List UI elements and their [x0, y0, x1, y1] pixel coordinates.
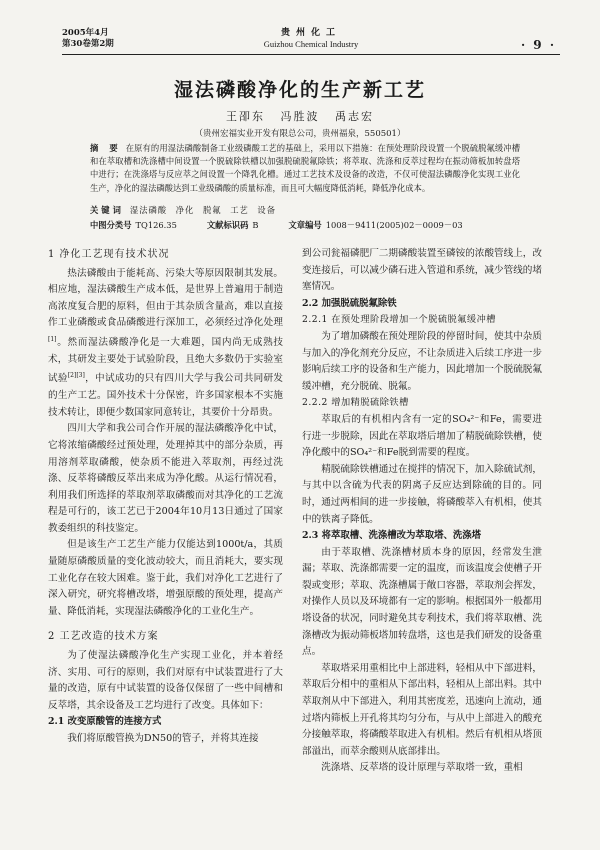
paragraph: 到公司瓮福磷肥厂二期磷酸装置至磷铵的浓酸管线上，改变连接后，可以减少磷石进入管道和系统，减少管线的堵塞情况。 [302, 248, 542, 293]
doc-code-label: 文献标识码 [206, 220, 249, 230]
paragraph: 但是该生产工艺生产能力仅能达到1000t/a，其质量随原磷酸质量的变化波动较大，而且消耗大，要实现工业化存在较大困难。鉴于此，我们对净化工艺进行了深入研究，研究将槽改塔，增强原酸的预处理，提高产量、降低消耗，实现湿法磷酸净化的工业化生产。 [48, 539, 283, 617]
citation: [1] [48, 335, 57, 343]
paragraph [48, 266, 283, 422]
issue-date: 2005年4月 [62, 28, 109, 38]
paragraph: 我们将原酸管换为DN50的管子，并将其连接 [67, 733, 259, 744]
paragraph: 洗涤塔、反萃塔的设计原理与萃取塔一致，重相 [321, 762, 523, 774]
article-affiliation: （贵州宏福实业开发有限总公司，贵州福泉，550501） [194, 129, 406, 139]
header-rule [62, 54, 560, 55]
left-column [48, 246, 283, 748]
citation: [2][3] [67, 372, 85, 380]
article-no-value: 1008－9411(2005)02－0009－03 [325, 220, 463, 230]
paragraph: 为了使湿法磷酸净化生产实现工业化，并本着经济、实用、可行的原则，我们对原有中试装置进行了大量的改造，原有中试装置的设备仅保留了一些中间槽和反萃塔，其余设备及工艺均进行了改变。具体如下： [48, 650, 283, 711]
classification-line [90, 219, 560, 231]
paragraph: 萃取后的有机相内含有一定的SO₄²⁻和Fe，需要进行进一步脱除，因此在萃取塔后增加了精脱硫除铁槽，使净化酸中的SO₄²⁻和Fe脱到需要的程度。 [302, 413, 542, 459]
paragraph: 萃取塔采用重相比中上部进料，轻相从中下部进料，萃取后分相中的重相从下部出料，轻相从上部出料。其中萃取剂从中下部进入，利用其密度差，迅速向上流动，通过塔内筛板上开孔将其均匀分布，与从中上部进入的酸充分接触萃取，将磷酸萃取进入有机相。然后有机相从塔顶部溢出，而萃余酸则从底部排出。 [302, 662, 542, 757]
paragraph: 为了增加磷酸在预处理阶段的停留时间，使其中杂质与加入的净化剂充分反应，不让杂质进入后续工序进一步影响后续工序的设备和生产能力，因此增加一个脱硫脱氟缓冲槽，充分脱硫、脱氟。 [302, 330, 542, 392]
section-2-2-2-heading: 2.2.2 增加精脱硫除铁槽 [302, 397, 409, 409]
article-no-label: 文章编号 [288, 220, 322, 230]
journal-name-cn: 贵州化工 [280, 28, 341, 38]
doc-code-value: B [252, 220, 259, 230]
journal-name-en: Guizhou Chemical Industry [263, 39, 359, 49]
paragraph-text: 热法磷酸由于能耗高、污染大等原因限制其发展。相应地，湿法磷酸生产成本低，是世界上普遍用于制造高浓度复合肥的原料，但由于其杂质含量高，难以直接作工业磷酸或食品磷酸进行深加工，必须经过净化处理 [48, 267, 283, 329]
journal-name [62, 28, 560, 50]
section-1-heading: 1 净化工艺现有技术状况 [48, 249, 170, 260]
paragraph: 四川大学和我公司合作开展的湿法磷酸净化中试，它将浓缩磷酸经过预处理，处理掉其中的部分杂质，再用溶剂萃取磷酸，使杂质不能进入萃取剂，再经过洗涤、反萃将磷酸反萃出来成为净化酸。从运行情况看，利用我们所选择的萃取剂萃取磷酸而对其净化的工艺流程是可行的，该工艺已于2004年10月13日通过了国家教委组织的科技鉴定。 [48, 423, 283, 534]
right-column [302, 246, 542, 777]
article-authors: 王卲东 冯胜波 禹志宏 [226, 110, 374, 123]
keywords-label: 关键词 [90, 205, 124, 215]
section-2-3-heading: 2.3 将萃取槽、洗涤槽改为萃取塔、洗涤塔 [302, 530, 481, 542]
section-2-2-heading: 2.2 加强脱硫脱氟除铁 [302, 297, 397, 309]
page-number: · 9 · [520, 38, 556, 52]
section-2-2-1-heading: 2.2.1 在预处理阶段增加一个脱硫脱氟缓冲槽 [302, 314, 496, 326]
keywords-text: 湿法磷酸 净化 脱氟 工艺 设备 [129, 205, 277, 215]
abstract-text: 在原有的用湿法磷酸制备工业级磷酸工艺的基础上，采用以下措施：在预处理阶段设置一个脱硫脱氟缓冲槽和在萃取槽和洗涤槽中间设置一个脱硫除铁槽以加强脱硫脱氟除铁；将萃取、洗涤和反萃过程均在振动筛板加转盘塔中进行；在洗涤塔与反应萃之间设置一个降乳化槽。通过工艺技术及设备的改造，不仅可使湿法磷酸净化实现工业化生产，净化的湿法磷酸达到工业级磷酸的质量标准，而且可大幅度降低消耗，降低净化成本。 [90, 143, 520, 193]
clc-label: 中图分类号 [90, 220, 132, 230]
abstract [90, 142, 520, 195]
paragraph-text: ，中试成功的只有四川大学与我公司共同研发的生产工艺。国外技术十分保密，许多国家根本不实施技术转让，即便少数国家同意转让，其要价十分昂贵。 [48, 373, 284, 418]
section-2-1-heading: 2.1 改变原酸管的连接方式 [48, 716, 162, 728]
paragraph-text: 。然而湿法磷酸净化是一大难题，国内尚无成熟技术，其研发主要处于试验阶段，且绝大多数仍于实验室试验 [48, 337, 283, 385]
paragraph: 精脱硫除铁槽通过在搅拌的情况下，加入除硫试剂，与其中以含硫为代表的阴离子反应达到除硫的目的。同时，通过两相间的进一步接触，将磷酸萃入有机相，使其中的铁离子降低。 [302, 463, 542, 525]
article-title: 湿法磷酸净化的生产新工艺 [173, 79, 426, 101]
running-header [62, 28, 560, 58]
abstract-label: 摘 要 [90, 143, 122, 153]
paragraph: 由于萃取槽、洗涤槽材质本身的原因，经常发生泄漏；萃取、洗涤都需要一定的温度，而该温度会使槽子开裂或变形；萃取、洗涤槽属于敞口容器，萃取剂会挥发，对操作人员以及环境都有一定的影响。根据国外一般都用塔设备的状况，同时避免其专利技术，我们将萃取槽、洗涤槽改为振动筛板塔加转盘塔，这也是我们研发的设备重点。 [302, 546, 542, 658]
keywords [90, 204, 520, 216]
section-2-heading: 2 工艺改造的技术方案 [48, 631, 159, 643]
issue-volume: 第30卷第2期 [62, 39, 114, 49]
clc-value: TQ126.35 [135, 220, 177, 230]
